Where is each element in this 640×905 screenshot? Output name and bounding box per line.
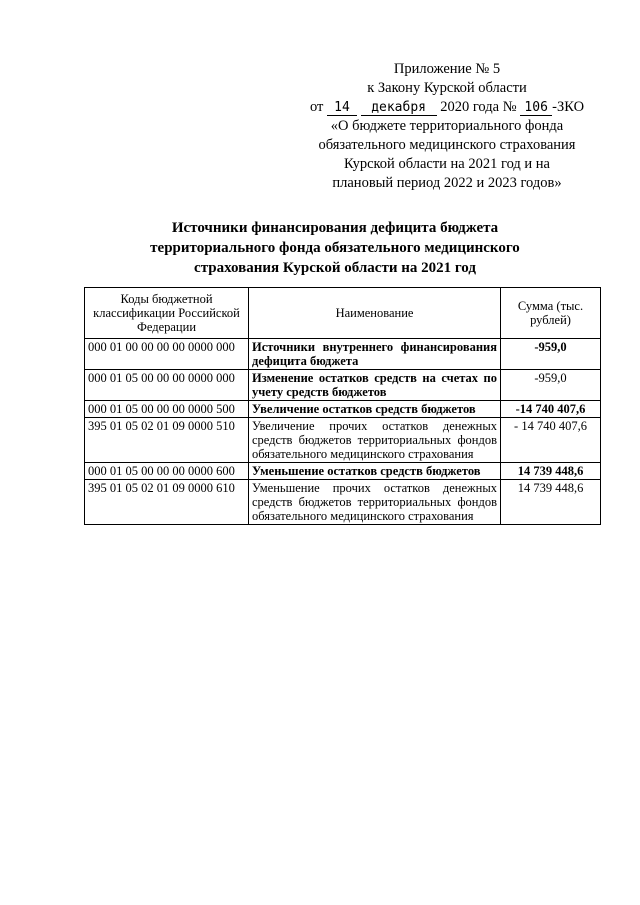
row-name: Уменьшение остатков средств бюджетов — [249, 463, 501, 480]
title-line-1: Источники финансирования дефицита бюджета — [171, 220, 499, 236]
appendix-number: Приложение № 5 — [393, 61, 501, 77]
table-row — [85, 463, 601, 480]
table-row — [85, 370, 601, 401]
appendix-law-title-3: Курской области на 2021 год и на — [343, 156, 550, 172]
row-name: Источники внутреннего финансирования дефицита бюджета — [249, 339, 501, 370]
appendix-law-ref: к Закону Курской области — [367, 80, 527, 96]
table-row — [85, 339, 601, 370]
date-prefix: от — [309, 99, 324, 115]
header-code: Коды бюджетной классификации Российской Федерации — [85, 288, 249, 339]
table-row — [85, 418, 601, 463]
title-line-3: страхования Курской области на 2021 год — [194, 260, 476, 276]
appendix-law-title-4: плановый период 2022 и 2023 годов» — [332, 175, 562, 191]
appendix-law-title-1: «О бюджете территориального фонда — [330, 118, 564, 134]
row-code: 000 01 05 00 00 00 0000 600 — [85, 463, 249, 480]
table-row — [85, 480, 601, 525]
row-sum: 14 739 448,6 — [501, 463, 601, 480]
row-code: 395 01 05 02 01 09 0000 510 — [85, 418, 249, 463]
handwritten-day: 14 — [327, 101, 357, 116]
appendix-date-line — [282, 98, 612, 117]
row-code: 000 01 05 00 00 00 0000 000 — [85, 370, 249, 401]
row-name: Изменение остатков средств на счетах по учету средств бюджетов — [249, 370, 501, 401]
header-sum: Сумма (тыс. рублей) — [501, 288, 601, 339]
table-row — [85, 401, 601, 418]
handwritten-month: декабря — [361, 101, 437, 116]
row-sum: -959,0 — [501, 339, 601, 370]
title-line-2: территориального фонда обязательного медицинского — [150, 240, 520, 256]
table-header-row — [85, 288, 601, 339]
document-title — [100, 218, 570, 278]
row-code: 000 01 00 00 00 00 0000 000 — [85, 339, 249, 370]
appendix-header — [282, 60, 612, 193]
year-text: 2020 года № — [440, 99, 517, 115]
row-code: 000 01 05 00 00 00 0000 500 — [85, 401, 249, 418]
row-sum: -959,0 — [501, 370, 601, 401]
header-name: Наименование — [249, 288, 501, 339]
financing-sources-table — [84, 287, 601, 525]
handwritten-law-number: 106 — [520, 101, 552, 116]
appendix-law-title-2: обязательного медицинского страхования — [318, 137, 576, 153]
row-name: Увеличение прочих остатков денежных средств бюджетов территориальных фондов обязательного медицинского страхования — [249, 418, 501, 463]
row-sum: - 14 740 407,6 — [501, 418, 601, 463]
law-suffix: -ЗКО — [552, 99, 585, 115]
row-name: Увеличение остатков средств бюджетов — [249, 401, 501, 418]
row-name: Уменьшение прочих остатков денежных средств бюджетов территориальных фондов обязательного медицинского страхования — [249, 480, 501, 525]
row-sum: 14 739 448,6 — [501, 480, 601, 525]
row-code: 395 01 05 02 01 09 0000 610 — [85, 480, 249, 525]
row-sum: -14 740 407,6 — [501, 401, 601, 418]
